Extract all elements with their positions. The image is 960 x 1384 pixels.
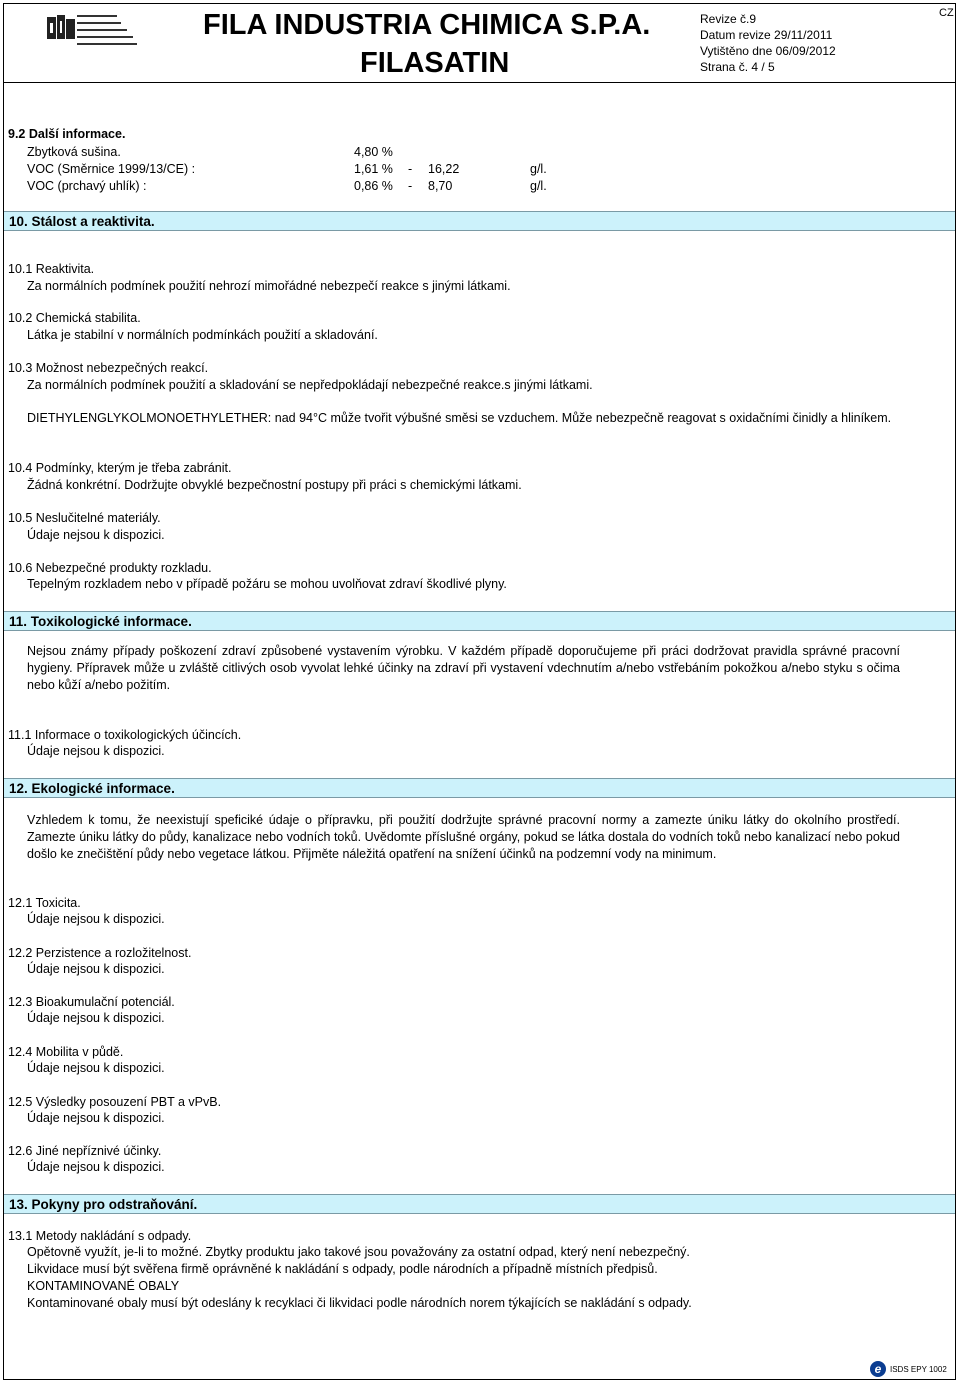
- row-dash: -: [408, 179, 413, 193]
- section-10-5-title: 10.5 Neslučitelné materiály.: [8, 511, 161, 525]
- section-13-1-line: Opětovně využít, je-li to možné. Zbytky produktu jako takové jsou považovány za ostatní odpad, který není nebezpečný.: [27, 1245, 690, 1259]
- section-10-2-text: Látka je stabilní v normálních podmínkách použití a skladování.: [27, 328, 378, 342]
- section-12-4-text: Údaje nejsou k dispozici.: [27, 1061, 165, 1075]
- logo-mark-icon: [47, 15, 75, 41]
- product-name: FILASATIN: [360, 47, 510, 79]
- row-label: Zbytková sušina.: [27, 145, 121, 159]
- print-date: Vytištěno dne 06/09/2012: [700, 44, 836, 58]
- section-12-3-text: Údaje nejsou k dispozici.: [27, 1011, 165, 1025]
- section-10-3-title: 10.3 Možnost nebezpečných reakcí.: [8, 361, 209, 375]
- logo-address-lines: [77, 15, 137, 50]
- section-12-title: 12. Ekologické informace.: [9, 781, 175, 796]
- isds-e-icon: e: [870, 1361, 886, 1377]
- section-12-4-title: 12.4 Mobilita v půdě.: [8, 1045, 124, 1059]
- section-11-title: 11. Toxikologické informace.: [9, 614, 192, 629]
- section-12-6-title: 12.6 Jiné nepříznivé účinky.: [8, 1144, 162, 1158]
- row-unit: g/l.: [530, 179, 547, 193]
- section-11-paragraph: Nejsou známy případy poškození zdraví způsobené vystavením výrobku. V každém případě doporučujeme při práci dodržovat pravidla správné pracovní hygieny. Přípravek může u zvláště citlivých osob vyvolat lehké účinky na zdraví při vystavení vdechnutím a/nebo vstřebáním pokožkou a/nebo styku s očima nebo kůží a/nebo požitím.: [27, 644, 900, 692]
- section-12-6-text: Údaje nejsou k dispozici.: [27, 1160, 165, 1174]
- section-10-2-title: 10.2 Chemická stabilita.: [8, 311, 141, 325]
- section-9-2-title: 9.2 Další informace.: [8, 127, 126, 141]
- section-10-3-text: Za normálních podmínek použití a skladování se nepředpokládají nebezpečné reakce.s jinými látkami.: [27, 378, 593, 392]
- company-name: FILA INDUSTRIA CHIMICA S.P.A.: [203, 9, 651, 41]
- section-12-5-title: 12.5 Výsledky posouzení PBT a vPvB.: [8, 1095, 222, 1109]
- section-11-1-title: 11.1 Informace o toxikologických účincích.: [8, 728, 242, 742]
- row-dash: -: [408, 162, 413, 176]
- section-13-1-line: Likvidace musí být svěřena firmě oprávněné k nakládání s odpady, podle národních a případně místních předpisů.: [27, 1262, 658, 1276]
- section-10-4-text: Žádná konkrétní. Dodržujte obvyklé bezpečnostní postupy při práci s chemickými látkami.: [27, 478, 522, 492]
- row-value-2: 8,70: [428, 179, 453, 193]
- section-13-1-line: Kontaminované obaly musí být odeslány k recyklaci či likvidaci podle národních norem týkajících se nakládání s odpady.: [27, 1296, 692, 1310]
- section-12-1-title: 12.1 Toxicita.: [8, 896, 81, 910]
- section-12-1-text: Údaje nejsou k dispozici.: [27, 912, 165, 926]
- section-12-2-text: Údaje nejsou k dispozici.: [27, 962, 165, 976]
- section-13-1-line: KONTAMINOVANÉ OBALY: [27, 1279, 180, 1293]
- row-unit: g/l.: [530, 162, 547, 176]
- row-label: VOC (prchavý uhlík) :: [27, 179, 147, 193]
- section-10-3-paragraph: DIETHYLENGLYKOLMONOETHYLETHER: nad 94°C může tvořit výbušné směsi se vzduchem. Může nebezpečně reagovat s oxidačními činidly a hliníkem.: [27, 411, 892, 425]
- section-11-header: [4, 611, 955, 631]
- section-12-2-title: 12.2 Perzistence a rozložitelnost.: [8, 946, 192, 960]
- revision-date: Datum revize 29/11/2011: [700, 28, 833, 42]
- section-10-header: [4, 211, 955, 231]
- section-12-5-text: Údaje nejsou k dispozici.: [27, 1111, 165, 1125]
- footer-code: ISDS EPY 1002: [890, 1365, 947, 1374]
- section-10-1-text: Za normálních podmínek použití nehrozí mimořádné nebezpečí reakce s jinými látkami.: [27, 279, 511, 293]
- section-13-1-title: 13.1 Metody nakládání s odpady.: [8, 1229, 192, 1243]
- section-10-4-title: 10.4 Podmínky, kterým je třeba zabránit.: [8, 461, 232, 475]
- section-10-title: 10. Stálost a reaktivita.: [9, 214, 155, 229]
- section-13-title: 13. Pokyny pro odstraňování.: [9, 1197, 198, 1212]
- company-logo: [47, 15, 137, 59]
- page-number: Strana č. 4 / 5: [700, 60, 775, 74]
- section-12-header: [4, 778, 955, 798]
- section-10-6-text: Tepelným rozkladem nebo v případě požáru se mohou uvolňovat zdraví škodlivé plyny.: [27, 577, 507, 591]
- revision-number: Revize č.9: [700, 12, 757, 26]
- row-value: 4,80 %: [354, 145, 393, 159]
- row-value-2: 16,22: [428, 162, 460, 176]
- revision-info: [700, 11, 836, 75]
- language-code: CZ: [939, 7, 954, 19]
- section-13-header: [4, 1194, 955, 1214]
- section-10-6-title: 10.6 Nebezpečné produkty rozkladu.: [8, 561, 212, 575]
- section-12-3-title: 12.3 Bioakumulační potenciál.: [8, 995, 175, 1009]
- document-header: [3, 3, 956, 83]
- section-12-paragraph: Vzhledem k tomu, že neexistují speficiké údaje o přípravku, při použití dodržujte správné pracovní normy a zamezte úniku látky do okolního prostředí. Zamezte úniku látky do půdy, kanalizace nebo vodních toků. Uvědomte příslušné orgány, pokud se látka dostala do vodních toků nebo kanalizací nebo pokud došlo ke znečištění půdy nebo vegetace látkou. Přijměte náležitá opatření na snížení účinků na podzemní vody na minimum.: [27, 813, 900, 861]
- section-11-1-text: Údaje nejsou k dispozici.: [27, 744, 165, 758]
- section-10-5-text: Údaje nejsou k dispozici.: [27, 528, 165, 542]
- row-value: 1,61 %: [354, 162, 393, 176]
- row-value: 0,86 %: [354, 179, 393, 193]
- row-label: VOC (Směrnice 1999/13/CE) :: [27, 162, 196, 176]
- section-10-1-title: 10.1 Reaktivita.: [8, 262, 95, 276]
